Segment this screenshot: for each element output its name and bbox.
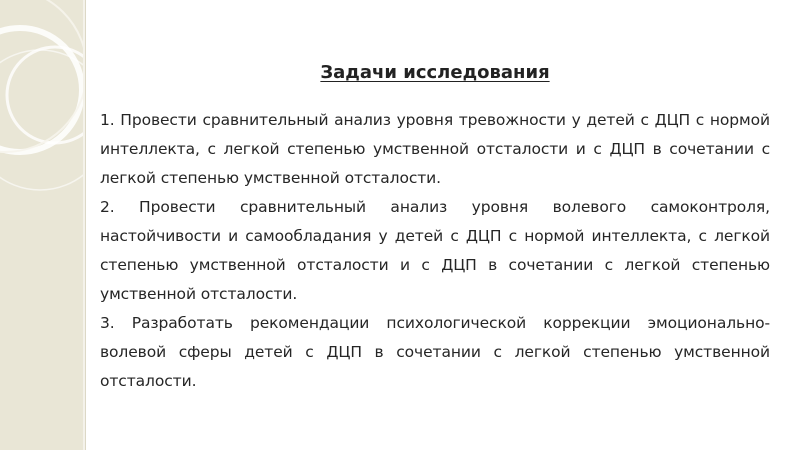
decorative-side-band xyxy=(0,0,83,450)
band-edge-line xyxy=(85,0,86,450)
decorative-rings-ornament xyxy=(0,0,83,200)
slide-title: Задачи исследования xyxy=(320,62,550,83)
task-list xyxy=(100,106,770,396)
task-item-2: 2. Провести сравнительный анализ уровня волевого самоконтроля, настойчивости и самообладания у детей с ДЦП с нормой интеллекта, с легкой степенью умственной отсталости и с ДЦП в сочетании с легкой степенью умственной отсталости. xyxy=(100,198,770,303)
task-item-3: 3. Разработать рекомендации психологической коррекции эмоционально-волевой сферы детей с ДЦП в сочетании с легкой степенью умственной отсталости. xyxy=(100,314,770,390)
task-item-1: 1. Провести сравнительный анализ уровня тревожности у детей с ДЦП с нормой интеллекта, с легкой степенью умственной отсталости и с ДЦП в сочетании с легкой степенью умственной отсталости. xyxy=(100,111,770,187)
